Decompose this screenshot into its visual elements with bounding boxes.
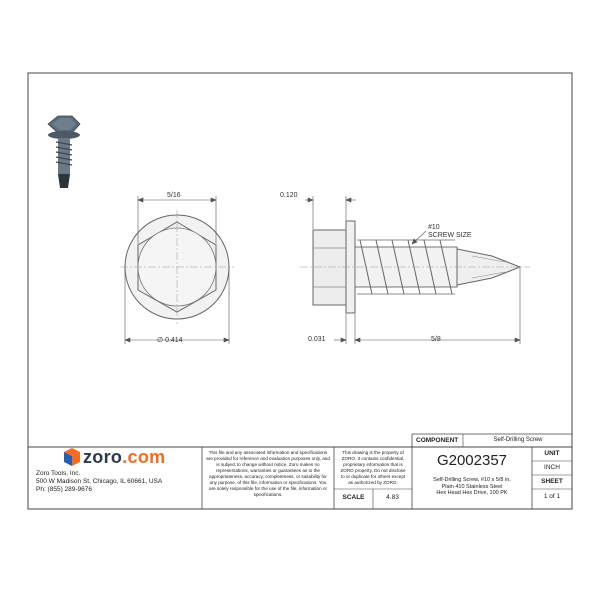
description-line-2: Plain 410 Stainless Steel bbox=[441, 483, 503, 490]
screw-thumbnail-icon bbox=[48, 116, 80, 188]
flange-thickness-dim-label: 0.031 bbox=[308, 336, 326, 343]
disclaimer-text: This file and any associated information and specifications are provided for reference and evaluation purposes only, and is subject to change without notice. Zoro makes no representations, warranties or guarantees as to the appropriateness, accuracy, completeness, or suitability for any purpose, of this file, information or specifications. You are solely responsible for the use of the file, information or specifications. bbox=[206, 450, 330, 497]
description-line-3: Hex Head Hex Drive, 100 PK bbox=[436, 490, 508, 496]
head-height-dim-label: 0.120 bbox=[280, 192, 298, 199]
hex-head-front-view bbox=[120, 210, 234, 324]
logo-suffix: .com bbox=[122, 447, 166, 467]
sheet-label: SHEET bbox=[541, 478, 563, 485]
screw-size-note bbox=[428, 224, 472, 240]
length-dim-label: 5/8 bbox=[431, 336, 441, 343]
company-address: 500 W Madison St, Chicago, IL 60661, USA bbox=[36, 478, 163, 485]
company-name: Zoro Tools, Inc. bbox=[36, 470, 81, 477]
zoro-logo-icon bbox=[64, 448, 80, 466]
component-label: COMPONENT bbox=[416, 437, 459, 444]
property-notice: This drawing is the property of ZORO. It contains confidential, proprietary information that is ZORO property. Do not disclose to or duplicate for others except as authorized by ZORO. bbox=[340, 450, 406, 485]
description-line-1: Self-Drilling Screw, #10 x 5/8 in, bbox=[433, 477, 511, 483]
diameter-symbol-icon: ∅ bbox=[157, 337, 164, 344]
part-number: G2002357 bbox=[436, 452, 508, 469]
sheet-border bbox=[28, 73, 572, 509]
unit-label: UNIT bbox=[544, 450, 560, 457]
logo-name: zoro bbox=[83, 447, 123, 467]
scale-label: SCALE bbox=[342, 494, 365, 501]
screw-size-leader bbox=[412, 231, 426, 244]
dimension-flange-thickness bbox=[334, 314, 360, 344]
component-value: Self-Drilling Screw bbox=[493, 437, 543, 443]
logo-wordmark bbox=[83, 447, 165, 468]
screw-size-caption: SCREW SIZE bbox=[428, 232, 472, 239]
flange-diameter-value: 0.414 bbox=[165, 337, 183, 344]
screw-side-view bbox=[300, 221, 530, 313]
screw-size-value: #10 bbox=[428, 224, 440, 231]
flange-diameter-dim-label bbox=[157, 336, 183, 344]
head-width-dim-label: 5/16 bbox=[167, 192, 181, 199]
scale-value: 4.83 bbox=[386, 494, 399, 501]
company-info bbox=[36, 470, 162, 494]
company-phone: Ph: (855) 289-9676 bbox=[36, 486, 93, 493]
sheet-value: 1 of 1 bbox=[543, 493, 561, 500]
part-description bbox=[412, 477, 532, 497]
unit-value: INCH bbox=[544, 464, 560, 471]
